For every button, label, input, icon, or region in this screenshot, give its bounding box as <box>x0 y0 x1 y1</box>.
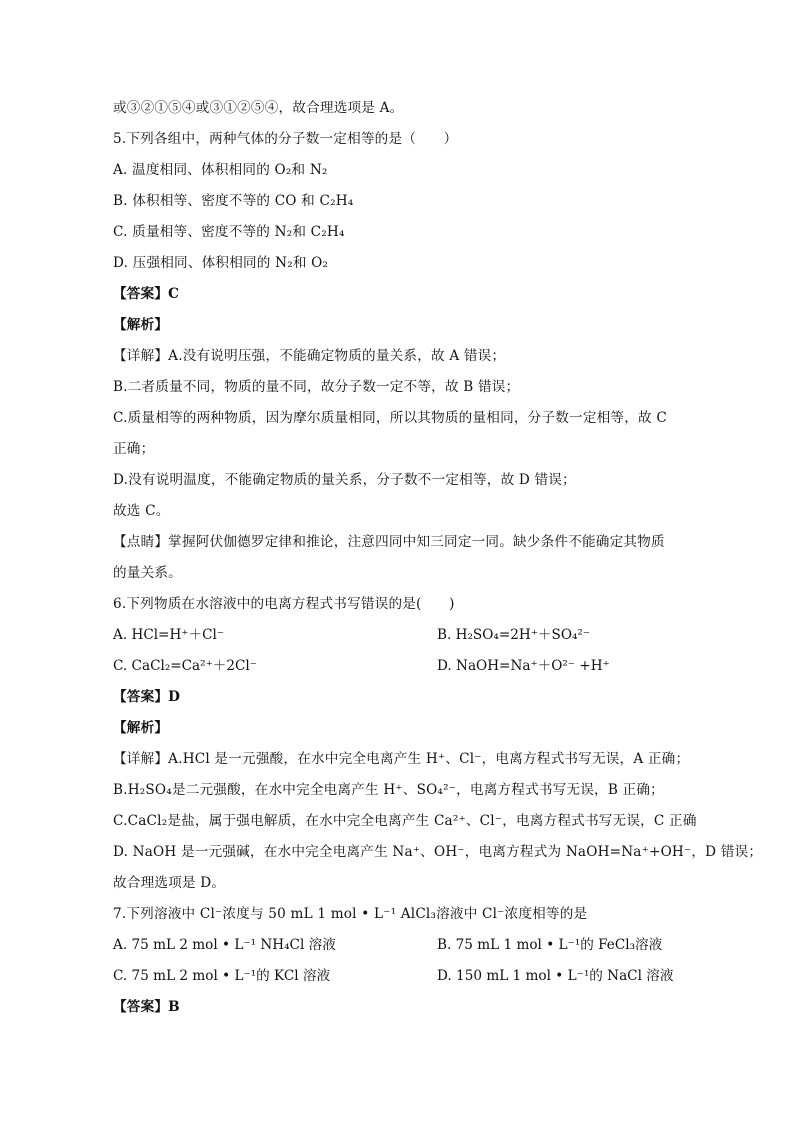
question-5-detail-c-line2: 正确； <box>113 441 155 457</box>
question-5-detail-a: 【详解】A.没有说明压强，不能确定物质的量关系，故 A 错误； <box>113 348 506 364</box>
question-5-analysis-heading: 【解析】 <box>113 317 169 333</box>
question-5-option-a: A. 温度相同、体积相同的 O₂和 N₂ <box>113 162 328 178</box>
question-6-detail-c: C.CaCl₂是盐，属于强电解质，在水中完全电离产生 Ca²⁺、Cl⁻，电离方程式书写无误，C 正确 <box>113 813 697 829</box>
question-7-option-b: B. 75 mL 1 mol • L⁻¹的 FeCl₃溶液 <box>437 937 663 953</box>
question-5-option-b: B. 体积相等、密度不等的 CO 和 C₂H₄ <box>113 193 354 209</box>
question-7-option-d: D. 150 mL 1 mol • L⁻¹的 NaCl 溶液 <box>437 968 674 984</box>
question-6-conclusion: 故合理选项是 D。 <box>113 875 226 891</box>
question-6-analysis-heading: 【解析】 <box>113 720 169 736</box>
question-5-answer: 【答案】C <box>113 286 180 302</box>
text-line: 或③②①⑤④或③①②⑤④，故合理选项是 A。 <box>113 100 404 116</box>
question-5-detail-c-line1: C.质量相等的两种物质，因为摩尔质量相同，所以其物质的量相同，分子数一定相等，故 C <box>113 410 667 426</box>
question-6-option-b: B. H₂SO₄=2H⁺＋SO₄²⁻ <box>437 627 591 643</box>
question-5-tip-line2: 的量关系。 <box>113 565 182 581</box>
question-6-stem: 6.下列物质在水溶液中的电离方程式书写错误的是( ) <box>113 596 455 612</box>
question-5-option-d: D. 压强相同、体积相同的 N₂和 O₂ <box>113 255 329 271</box>
question-6-detail-a: 【详解】A.HCl 是一元强酸，在水中完全电离产生 H⁺、Cl⁻，电离方程式书写无误，A 正确； <box>113 751 690 767</box>
question-5-conclusion: 故选 C。 <box>113 503 170 519</box>
question-6-option-a: A. HCl=H⁺＋Cl⁻ <box>113 627 225 643</box>
question-6-detail-d: D. NaOH 是一元强碱，在水中完全电离产生 Na⁺、OH⁻，电离方程式为 NaOH=Na⁺+OH⁻，D 错误； <box>113 844 763 860</box>
question-5-detail-b: B.二者质量不同，物质的量不同，故分子数一定不等，故 B 错误； <box>113 379 520 395</box>
question-5-tip-line1: 【点睛】掌握阿伏伽德罗定律和推论，注意四同中知三同定一同。缺少条件不能确定其物质 <box>113 534 665 550</box>
question-6-option-d: D. NaOH=Na⁺＋O²⁻ +H⁺ <box>437 658 610 674</box>
question-7-stem: 7.下列溶液中 Cl⁻浓度与 50 mL 1 mol • L⁻¹ AlCl₃溶液中 Cl⁻浓度相等的是 <box>113 906 588 922</box>
question-7-option-c: C. 75 mL 2 mol • L⁻¹的 KCl 溶液 <box>113 968 331 984</box>
question-7-option-a: A. 75 mL 2 mol • L⁻¹ NH₄Cl 溶液 <box>113 937 336 953</box>
question-5-stem: 5.下列各组中，两种气体的分子数一定相等的是（ ） <box>113 131 458 147</box>
question-6-option-c: C. CaCl₂=Ca²⁺＋2Cl⁻ <box>113 658 257 674</box>
question-6-detail-b: B.H₂SO₄是二元强酸，在水中完全电离产生 H⁺、SO₄²⁻，电离方程式书写无误，B 正确； <box>113 782 664 798</box>
question-7-answer: 【答案】B <box>113 999 180 1015</box>
question-6-answer: 【答案】D <box>113 689 181 705</box>
question-5-option-c: C. 质量相等、密度不等的 N₂和 C₂H₄ <box>113 224 345 240</box>
question-5-detail-d: D.没有说明温度，不能确定物质的量关系，分子数不一定相等，故 D 错误； <box>113 472 576 488</box>
